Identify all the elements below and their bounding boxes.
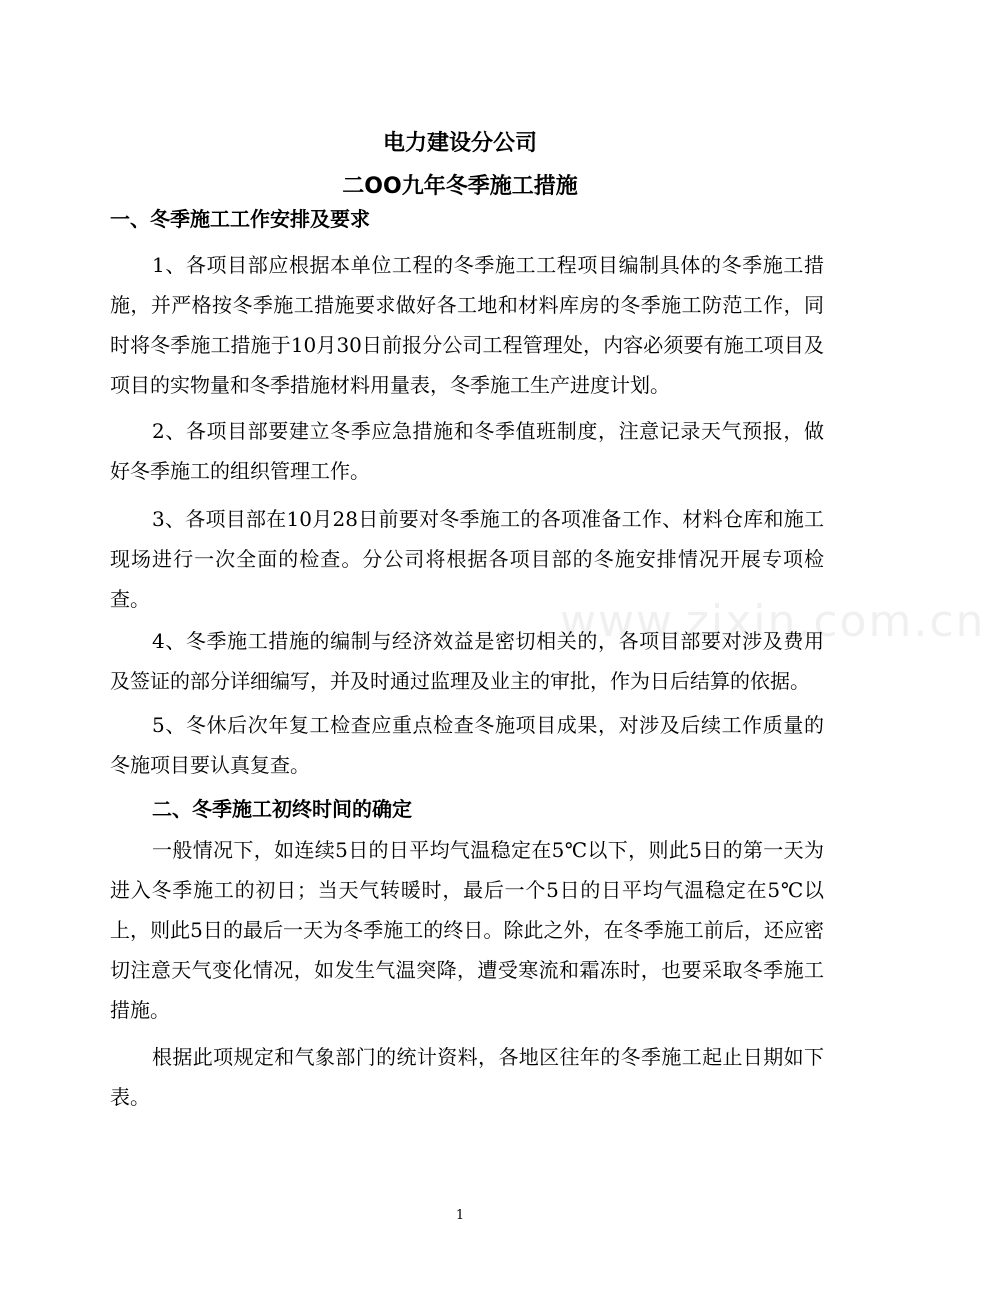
paragraph: 5、冬休后次年复工检查应重点检查冬施项目成果，对涉及后续工作质量的冬施项目要认真复查。 bbox=[110, 713, 824, 777]
paragraph: 根据此项规定和气象部门的统计资料，各地区往年的冬季施工起止日期如下表。 bbox=[110, 1045, 824, 1109]
document-title-main: 二OO九年冬季施工措施 bbox=[342, 174, 578, 199]
section-heading-1: 一、冬季施工工作安排及要求 bbox=[110, 207, 370, 231]
watermark: www.zixin.com.cn bbox=[560, 596, 985, 647]
paragraph: 3、各项目部在10月28日前要对冬季施工的各项准备工作、材料仓库和施工现场进行一次全面的检查。分公司将根据各项目部的冬施安排情况开展专项检查。 bbox=[110, 507, 824, 611]
paragraph: 一般情况下，如连续5日的日平均气温稳定在5℃以下，则此5日的第一天为进入冬季施工的初日；当天气转暖时，最后一个5日的日平均气温稳定在5℃以上，则此5日的最后一天为冬季施工的终日。除此之外，在冬季施工前后，还应密切注意天气变化情况，如发生气温突降，遭受寒流和霜冻时，也要采取冬季施工措施。 bbox=[110, 838, 824, 1022]
document-title-company: 电力建设分公司 bbox=[382, 131, 537, 156]
paragraph: 1、各项目部应根据本单位工程的冬季施工工程项目编制具体的冬季施工措施，并严格按冬季施工措施要求做好各工地和材料库房的冬季施工防范工作，同时将冬季施工措施于10月30日前报分公司工程管理处，内容必须要有施工项目及项目的实物量和冬季措施材料用量表，冬季施工生产进度计划。 bbox=[110, 253, 824, 397]
paragraph: 2、各项目部要建立冬季应急措施和冬季值班制度，注意记录天气预报，做好冬季施工的组织管理工作。 bbox=[110, 419, 824, 483]
section-heading-2: 二、冬季施工初终时间的确定 bbox=[152, 797, 412, 821]
paragraph: 4、冬季施工措施的编制与经济效益是密切相关的，各项目部要对涉及费用及签证的部分详细编写，并及时通过监理及业主的审批，作为日后结算的依据。 bbox=[110, 629, 824, 693]
page-number: 1 bbox=[455, 1208, 465, 1223]
